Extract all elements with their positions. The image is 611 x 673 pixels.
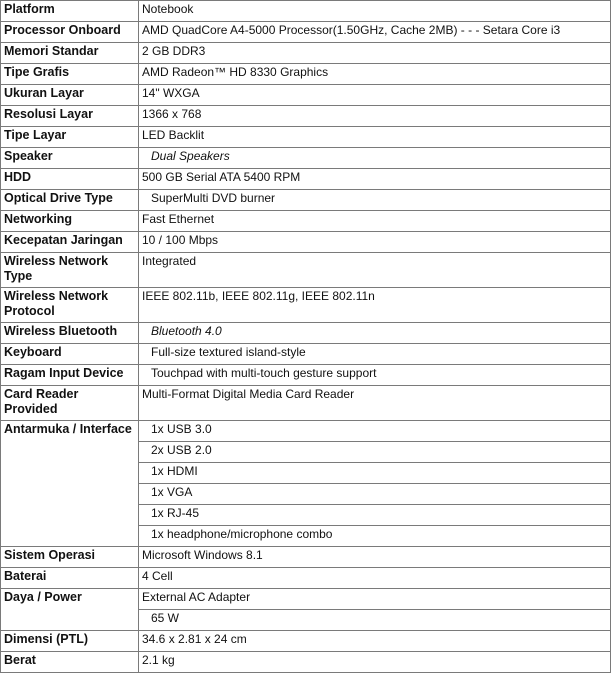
spec-row-power (1, 589, 611, 610)
spec-row-card-reader (1, 386, 611, 421)
spec-label: Resolusi Layar (1, 106, 139, 127)
spec-value: 2.1 kg (139, 652, 611, 673)
spec-row-wireless-protocol (1, 288, 611, 323)
spec-value (139, 323, 611, 344)
spec-value: External AC Adapter (139, 589, 611, 610)
spec-value: 500 GB Serial ATA 5400 RPM (139, 169, 611, 190)
spec-value (139, 463, 611, 484)
spec-value (139, 190, 611, 211)
spec-row-weight (1, 652, 611, 673)
interface-item: 1x VGA (151, 485, 193, 499)
interface-item: 1x USB 3.0 (151, 422, 212, 436)
spec-row-optical (1, 190, 611, 211)
spec-value-text: SuperMulti DVD burner (151, 191, 276, 205)
interface-item: 1x RJ-45 (151, 506, 200, 520)
spec-label: Optical Drive Type (1, 190, 139, 211)
spec-value: 4 Cell (139, 568, 611, 589)
spec-label: Antarmuka / Interface (1, 421, 139, 547)
spec-value (139, 505, 611, 526)
spec-row-graphics (1, 64, 611, 85)
spec-row-network-speed (1, 232, 611, 253)
spec-value: Fast Ethernet (139, 211, 611, 232)
spec-value-text: Dual Speakers (151, 149, 230, 163)
spec-row-os (1, 547, 611, 568)
spec-value (139, 484, 611, 505)
spec-value (139, 526, 611, 547)
spec-value: IEEE 802.11b, IEEE 802.11g, IEEE 802.11n (139, 288, 611, 323)
spec-row-resolution (1, 106, 611, 127)
spec-label: Keyboard (1, 344, 139, 365)
spec-row-keyboard (1, 344, 611, 365)
interface-item: 2x USB 2.0 (151, 443, 212, 457)
spec-label: HDD (1, 169, 139, 190)
spec-value: Multi-Format Digital Media Card Reader (139, 386, 611, 421)
power-watt: 65 W (151, 611, 180, 625)
spec-row-speaker (1, 148, 611, 169)
spec-value (139, 610, 611, 631)
spec-row-memory (1, 43, 611, 64)
spec-label: Wireless Bluetooth (1, 323, 139, 344)
spec-value-text: Full-size textured island-style (151, 345, 306, 359)
spec-value (139, 442, 611, 463)
spec-label: Dimensi (PTL) (1, 631, 139, 652)
spec-value: AMD QuadCore A4-5000 Processor(1.50GHz, Cache 2MB) - - - Setara Core i3 (139, 22, 611, 43)
spec-row-dimension (1, 631, 611, 652)
spec-row-battery (1, 568, 611, 589)
spec-value: 1366 x 768 (139, 106, 611, 127)
spec-label: Ukuran Layar (1, 85, 139, 106)
spec-row-hdd (1, 169, 611, 190)
spec-label: Berat (1, 652, 139, 673)
spec-label: Processor Onboard (1, 22, 139, 43)
spec-row-wireless-type (1, 253, 611, 288)
spec-label: Daya / Power (1, 589, 139, 631)
spec-value: AMD Radeon™ HD 8330 Graphics (139, 64, 611, 85)
spec-value-text: Bluetooth 4.0 (151, 324, 222, 338)
spec-row-processor (1, 22, 611, 43)
interface-item: 1x HDMI (151, 464, 198, 478)
spec-value (139, 365, 611, 386)
spec-row-platform (1, 1, 611, 22)
spec-value: 34.6 x 2.81 x 24 cm (139, 631, 611, 652)
spec-row-bluetooth (1, 323, 611, 344)
spec-label: Wireless Network Type (1, 253, 139, 288)
spec-label: Tipe Layar (1, 127, 139, 148)
spec-label: Tipe Grafis (1, 64, 139, 85)
spec-row-screen-type (1, 127, 611, 148)
spec-label: Wireless Network Protocol (1, 288, 139, 323)
spec-row-input-device (1, 365, 611, 386)
spec-label: Ragam Input Device (1, 365, 139, 386)
spec-row-networking (1, 211, 611, 232)
spec-row-interface (1, 421, 611, 442)
spec-row-screen-size (1, 85, 611, 106)
spec-value (139, 344, 611, 365)
spec-value-text: Touchpad with multi-touch gesture support (151, 366, 377, 380)
spec-value: 14" WXGA (139, 85, 611, 106)
spec-value: Notebook (139, 1, 611, 22)
spec-value: Integrated (139, 253, 611, 288)
spec-label: Platform (1, 1, 139, 22)
spec-label: Baterai (1, 568, 139, 589)
spec-value: 2 GB DDR3 (139, 43, 611, 64)
spec-label: Speaker (1, 148, 139, 169)
spec-value: Microsoft Windows 8.1 (139, 547, 611, 568)
spec-label: Card Reader Provided (1, 386, 139, 421)
spec-label: Sistem Operasi (1, 547, 139, 568)
spec-label: Kecepatan Jaringan (1, 232, 139, 253)
spec-label: Memori Standar (1, 43, 139, 64)
spec-value: LED Backlit (139, 127, 611, 148)
spec-value: 10 / 100 Mbps (139, 232, 611, 253)
interface-item: 1x headphone/microphone combo (151, 527, 333, 541)
spec-value (139, 148, 611, 169)
spec-value (139, 421, 611, 442)
spec-label: Networking (1, 211, 139, 232)
